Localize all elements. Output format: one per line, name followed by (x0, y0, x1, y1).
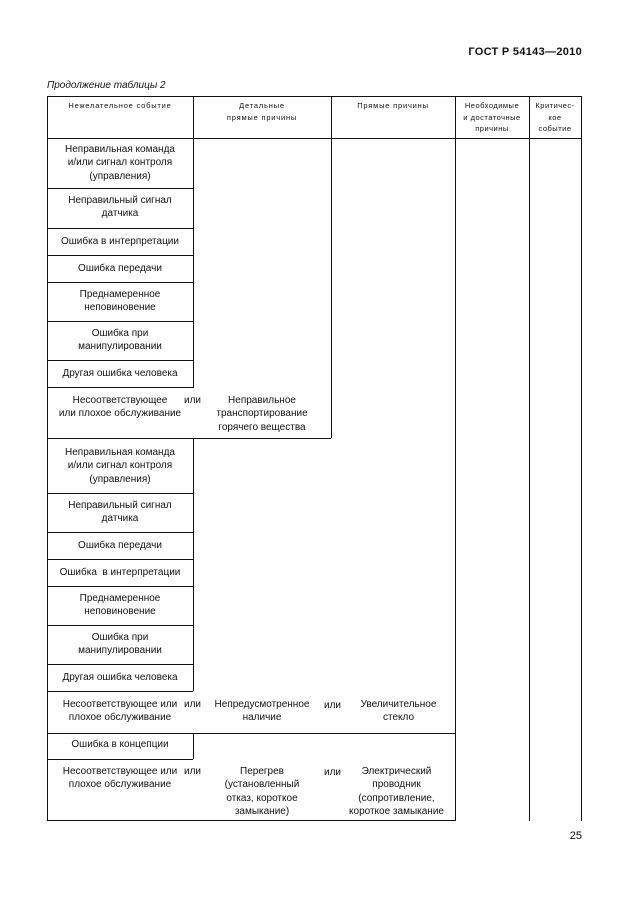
cell-line: Несоответствующее или (62, 766, 178, 777)
cell-line: (установленный (224, 779, 300, 791)
cell-line: Ошибка при (91, 632, 149, 643)
cell-line: транспортирование (216, 408, 308, 420)
event-cell: Другая ошибка человека (62, 672, 178, 683)
event-cell (47, 394, 193, 421)
cell-line: (управления) (89, 170, 151, 182)
event-cell: Другая ошибка человека (62, 368, 178, 379)
cell-line: неповиновение (84, 302, 156, 314)
event-cell: Ошибка в интерпретации (61, 236, 179, 247)
header-line: Критичес- (535, 101, 575, 110)
cell-line: манипулировании (78, 645, 162, 657)
cell-line: или плохое обслуживание (58, 408, 182, 420)
header-direct-causes: Прямые причины (357, 101, 429, 110)
table-caption: Продолжение таблицы 2 (47, 80, 166, 91)
event-cell: Ошибка в концепции (71, 739, 169, 750)
header-line: причины (475, 124, 509, 133)
or-connector: или (184, 395, 202, 406)
cell-line: Увеличительное (360, 699, 437, 710)
cell-line: плохое обслуживание (68, 779, 172, 791)
or-connector: или (184, 699, 202, 710)
header-line: Детальные (239, 101, 285, 110)
cell-line: наличие (242, 712, 282, 724)
direct-cause-cell (342, 698, 455, 725)
header-critical-event (529, 100, 581, 135)
standard-id: ГОСТ Р 54143—2010 (468, 46, 582, 58)
event-cell (47, 327, 193, 354)
header-line: прямые причины (226, 112, 298, 122)
cell-line: проводник (372, 779, 421, 791)
cell-line: отказ, короткое (226, 792, 298, 804)
cell-line: замыкание) (234, 806, 290, 818)
cell-line: Преднамеренное (79, 289, 161, 300)
header-line: Необходимые (464, 101, 520, 110)
cell-line: горячего вещества (218, 421, 306, 433)
event-cell (47, 143, 193, 183)
cell-line: плохое обслуживание (68, 712, 172, 724)
event-cell (47, 592, 193, 619)
cell-line: стекло (382, 712, 415, 724)
detailed-cause-cell (193, 394, 331, 434)
cell-line: Несоответствующее (72, 395, 168, 406)
header-line: событие (538, 124, 572, 133)
event-cell (47, 499, 193, 526)
or-connector: или (324, 767, 342, 778)
cell-line: Несоответствующее или (62, 699, 178, 710)
cell-line: Ошибка при (91, 328, 149, 339)
cell-line: Перегрев (240, 766, 284, 777)
header-line: кое (548, 112, 562, 122)
cell-line: Электрический (361, 766, 432, 777)
cell-line: короткое замыкание (349, 806, 444, 818)
detailed-cause-cell (193, 698, 331, 725)
page-number: 25 (569, 830, 582, 842)
header-line: и достаточные (463, 112, 521, 122)
event-cell: Ошибка передачи (78, 540, 162, 551)
cell-line: Неправильная команда (65, 144, 175, 155)
cell-line: Неправильное (228, 395, 296, 406)
cell-line: (сопротивление, (358, 792, 435, 804)
header-detailed-direct-causes (193, 100, 331, 123)
cell-line: Преднамеренное (79, 593, 161, 604)
header-undesired-event: Нежелательное событие (68, 101, 172, 110)
event-cell (47, 698, 193, 725)
or-connector: или (324, 700, 342, 711)
direct-cause-cell (338, 765, 455, 819)
cell-line: и/или сигнал контроля (67, 157, 173, 169)
event-cell (47, 631, 193, 658)
event-cell (47, 194, 193, 221)
cell-line: Неправильный сигнал (68, 500, 172, 511)
event-cell (47, 765, 193, 792)
event-cell: Ошибка в интерпретации (59, 567, 181, 578)
cell-line: Непредусмотренное (214, 699, 310, 710)
cell-line: Неправильная команда (65, 447, 175, 458)
cell-line: датчика (101, 513, 139, 525)
cell-line: и/или сигнал контроля (67, 460, 173, 472)
detailed-cause-cell (193, 765, 331, 819)
event-cell (47, 288, 193, 315)
cell-line: Неправильный сигнал (68, 195, 172, 206)
cell-line: неповиновение (84, 606, 156, 618)
cell-line: (управления) (89, 473, 151, 485)
cell-line: датчика (101, 208, 139, 220)
header-necessary-sufficient (455, 100, 529, 135)
event-cell (47, 446, 193, 486)
cell-line: манипулировании (78, 341, 162, 353)
or-connector: или (184, 766, 202, 777)
event-cell: Ошибка передачи (78, 263, 162, 274)
